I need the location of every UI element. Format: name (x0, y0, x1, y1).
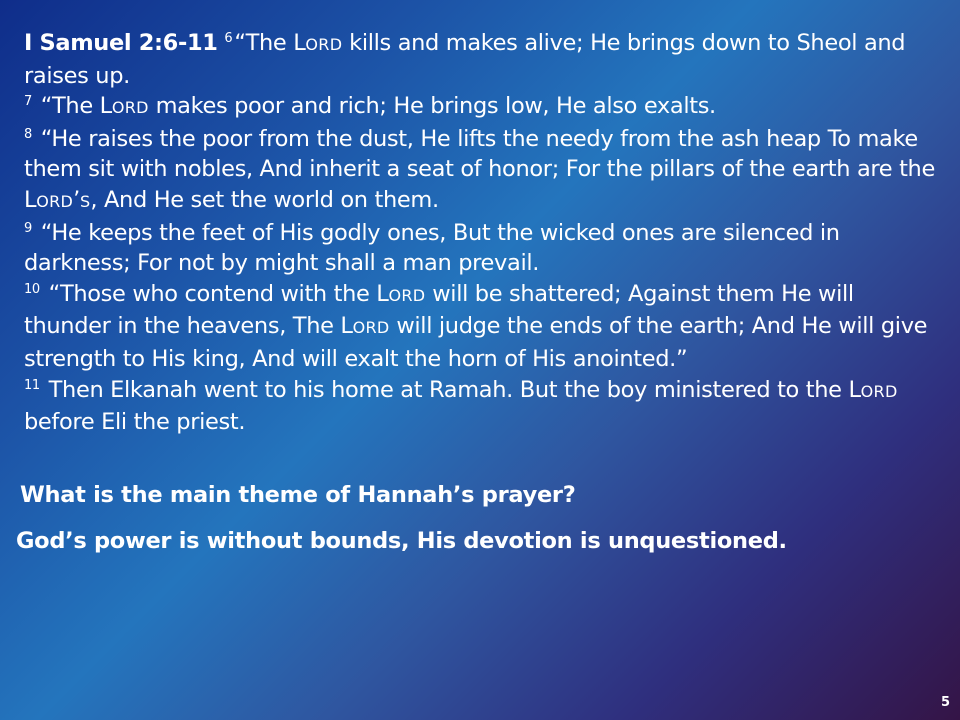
verse-text-smallcaps: ORD (388, 285, 426, 305)
verse-text-smallcaps: ORD (352, 318, 390, 338)
scripture-passage (24, 28, 942, 438)
discussion-answer: God’s power is without bounds, His devotion is unquestioned. (16, 528, 787, 554)
scripture-reference: I Samuel 2:6-11 (24, 30, 218, 56)
verse-text: before Eli the priest. (24, 409, 246, 436)
verse-number: 8 (24, 126, 32, 142)
verse-text-smallcaps: S (79, 191, 91, 211)
verse-number: 9 (24, 220, 32, 236)
verse-text-smallcaps: ORD (111, 98, 149, 118)
verse-text-smallcaps: ORD (305, 35, 343, 54)
verse-text-smallcaps: ORD (860, 381, 898, 401)
verse-text: “The L (40, 93, 112, 120)
verse-text: Then Elkanah went to his home at Ramah. But the boy ministered to the L (41, 376, 861, 403)
verse-text: “The L (234, 30, 306, 56)
verse-text: “He keeps the feet of His godly ones, But the wicked ones are silenced in darkness; For not by might shall a man prevail. (24, 219, 840, 277)
verse-number: 11 (24, 377, 40, 393)
verse-text: , And He set the world on them. (90, 186, 439, 213)
slide-number: 5 (940, 695, 950, 710)
verse-number: 6 (224, 31, 233, 46)
verse-10 (24, 279, 942, 375)
verse-11 (24, 375, 942, 438)
verse-number: 10 (24, 281, 40, 297)
verse-text: will be shattered; Against them He will thunder in the heavens, The L (24, 280, 854, 340)
verse-7 (24, 91, 942, 124)
verse-text: kills and makes alive; He brings down to Sheol and raises up. (24, 30, 906, 89)
verse-number: 7 (24, 94, 32, 110)
discussion-question: What is the main theme of Hannah’s prayer? (20, 482, 576, 508)
verse-text-smallcaps: ORD (36, 191, 74, 211)
verse-text: “Those who contend with the L (48, 280, 389, 307)
verse-text: makes poor and rich; He brings low, He also exalts. (148, 93, 716, 120)
verse-9 (24, 218, 942, 279)
verse-text: ’ (73, 186, 80, 213)
verse-text: will judge the ends of the earth; And He will give strength to His king, And will exalt the horn of His anointed.” (24, 313, 928, 372)
verse-text: “He raises the poor from the dust, He lifts the needy from the ash heap To make them sit with nobles, And inherit a seat of honor; For the pillars of the earth are the L (24, 125, 935, 213)
verse-8 (24, 124, 942, 218)
verse-6 (24, 28, 942, 91)
